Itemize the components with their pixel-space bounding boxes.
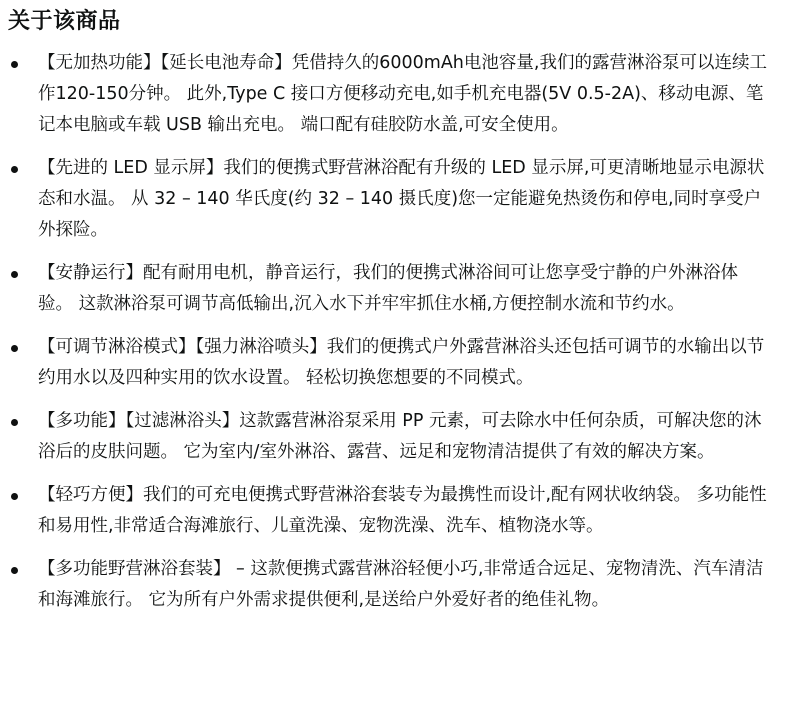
bullet-dot-icon <box>11 567 18 574</box>
feature-bullet-text: 【可调节淋浴模式】【强力淋浴喷头】我们的便携式户外露营淋浴头还包括可调节的水输出以节约用水以及四种实用的饮水设置。 轻松切换您想要的不同模式。 <box>38 337 765 388</box>
feature-bullet <box>8 480 800 542</box>
bullet-dot-icon <box>11 61 18 68</box>
feature-bullet-text: 【无加热功能】【延长电池寿命】凭借持久的6000mAh电池容量,我们的露营淋浴泵可以连续工作120-150分钟。 此外,Type C 接口方便移动充电,如手机充电器(5V 0.5-2A)、移动电源、笔记本电脑或车载 USB 输出充电。 端口配有硅胶防水盖,可安全使用。 <box>38 53 767 135</box>
feature-bullet <box>8 48 800 141</box>
feature-bullet-list <box>8 48 800 616</box>
feature-bullet <box>8 406 800 468</box>
bullet-dot-icon <box>11 345 18 352</box>
feature-bullet <box>8 554 800 616</box>
feature-bullet <box>8 258 800 320</box>
feature-bullet <box>8 153 800 246</box>
feature-bullet <box>8 332 800 394</box>
bullet-dot-icon <box>11 271 18 278</box>
section-heading: 关于该商品 <box>8 9 121 34</box>
feature-bullet-text: 【多功能野营淋浴套装】 – 这款便携式露营淋浴轻便小巧,非常适合远足、宠物清洗、汽车清洁和海滩旅行。 它为所有户外需求提供便利,是送给户外爱好者的绝佳礼物。 <box>38 559 764 610</box>
bullet-dot-icon <box>11 493 18 500</box>
feature-bullet-text: 【多功能】【过滤淋浴头】这款露营淋浴泵采用 PP 元素，可去除水中任何杂质，可解决您的沐浴后的皮肤问题。 它为室内/室外淋浴、露营、远足和宠物清洁提供了有效的解决方案。 <box>38 411 762 462</box>
feature-bullet-text: 【安静运行】配有耐用电机，静音运行，我们的便携式淋浴间可让您享受宁静的户外淋浴体验。 这款淋浴泵可调节高低输出,沉入水下并牢牢抓住水桶,方便控制水流和节约水。 <box>38 263 738 314</box>
bullet-dot-icon <box>11 419 18 426</box>
feature-bullet-text: 【轻巧方便】我们的可充电便携式野营淋浴套装专为最携性而设计,配有网状收纳袋。 多功能性和易用性,非常适合海滩旅行、儿童洗澡、宠物洗澡、洗车、植物浇水等。 <box>38 485 767 536</box>
bullet-dot-icon <box>11 166 18 173</box>
feature-bullet-text: 【先进的 LED 显示屏】我们的便携式野营淋浴配有升级的 LED 显示屏,可更清晰地显示电源状态和水温。 从 32 – 140 华氏度(约 32 – 140 摄氏度)您一定能避免热烫伤和停电,同时享受户外探险。 <box>38 158 765 240</box>
